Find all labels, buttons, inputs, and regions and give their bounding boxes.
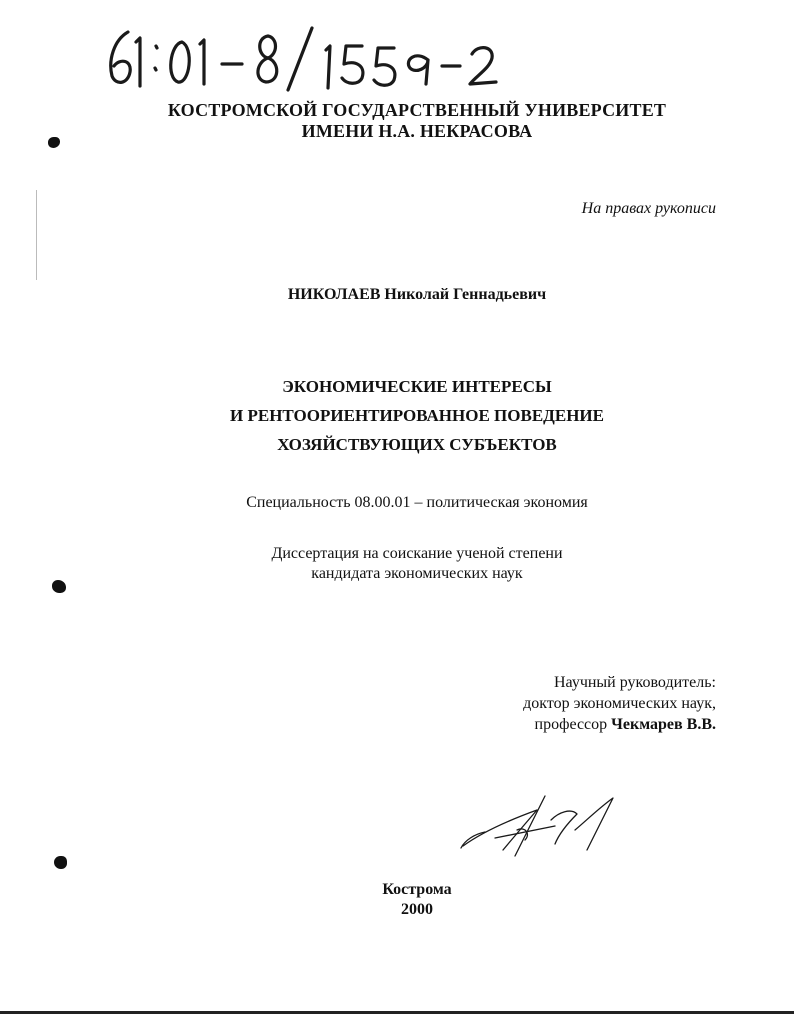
advisor-name-line xyxy=(523,714,716,735)
author-name-text: НИКОЛАЕВ Николай Геннадьевич xyxy=(287,286,547,303)
archive-number xyxy=(100,20,510,92)
scan-blot-3 xyxy=(54,856,67,869)
signature xyxy=(455,790,625,860)
degree-statement xyxy=(0,544,794,584)
scan-edge-line xyxy=(36,190,37,280)
scientific-advisor xyxy=(523,672,716,735)
advisor-degree: доктор экономических наук, xyxy=(523,695,716,712)
degree-line-2: кандидата экономических наук xyxy=(311,565,523,582)
dissertation-title xyxy=(0,372,794,459)
rights-note: На правах рукописи xyxy=(581,200,716,217)
advisor-label: Научный руководитель: xyxy=(553,674,716,691)
university-name xyxy=(0,100,794,142)
advisor-title: профессор xyxy=(534,716,608,733)
city-year xyxy=(0,880,794,920)
university-line-2: ИМЕНИ Н.А. НЕКРАСОВА xyxy=(301,121,533,141)
signature-graphic xyxy=(455,790,625,860)
title-line-1: ЭКОНОМИЧЕСКИЕ ИНТЕРЕСЫ xyxy=(282,377,552,396)
scan-bottom-edge xyxy=(0,1011,794,1014)
university-line-1: КОСТРОМСКОЙ ГОСУДАРСТВЕННЫЙ УНИВЕРСИТЕТ xyxy=(167,100,667,120)
author-name xyxy=(0,286,794,304)
year: 2000 xyxy=(401,901,433,918)
specialty xyxy=(0,494,794,512)
advisor-name: Чекмарев В.В. xyxy=(611,716,716,733)
degree-line-1: Диссертация на соискание ученой степени xyxy=(271,545,563,562)
city: Кострома xyxy=(382,881,452,898)
title-line-3: ХОЗЯЙСТВУЮЩИХ СУБЪЕКТОВ xyxy=(277,435,557,454)
specialty-text: Специальность 08.00.01 – политическая экономия xyxy=(246,494,588,511)
title-line-2: И РЕНТООРИЕНТИРОВАННОЕ ПОВЕДЕНИЕ xyxy=(230,406,604,425)
